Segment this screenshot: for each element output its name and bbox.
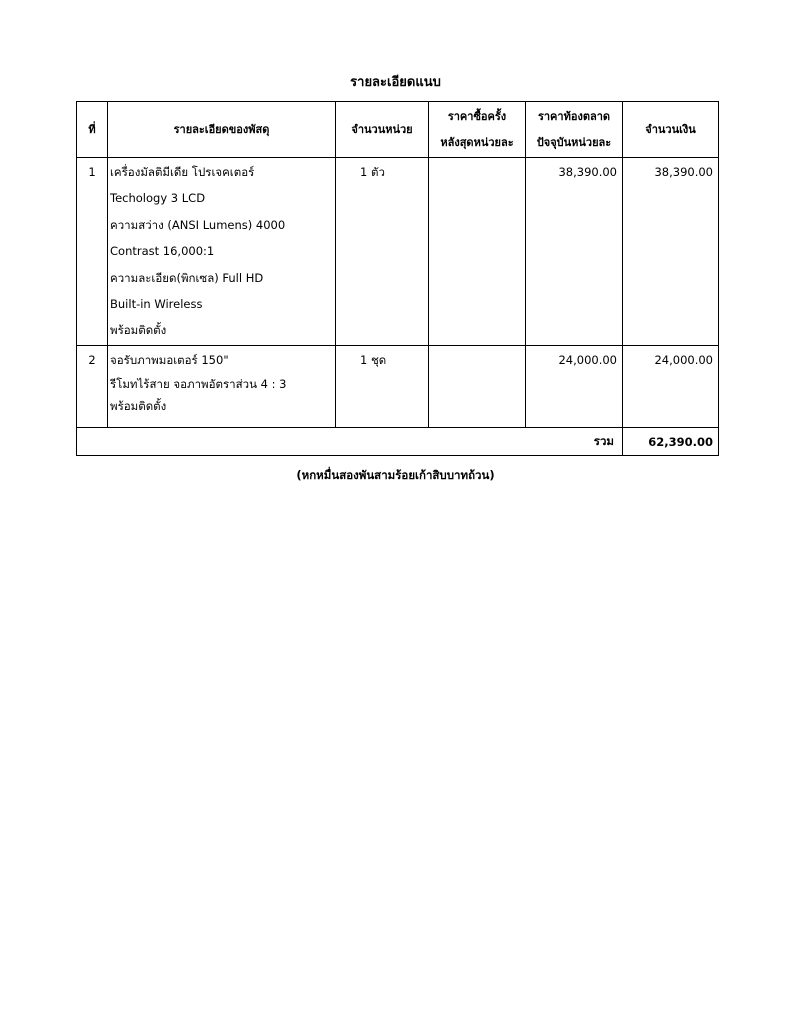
item-quantity: 1 ตัว	[360, 165, 385, 179]
item-market-price: 38,390.00	[558, 165, 617, 179]
description-line: Built-in Wireless	[110, 297, 203, 312]
description-line: รีโมทไร้สาย จอภาพอัตราส่วน 4 : 3	[110, 377, 287, 392]
header-quantity: จำนวนหน่วย	[336, 102, 429, 158]
header-last-price	[429, 102, 526, 158]
description-line: Techology 3 LCD	[110, 191, 206, 206]
item-market-price: 24,000.00	[558, 353, 617, 367]
cell-description	[108, 346, 336, 428]
description-line: เครื่องมัลติมีเดีย โปรเจคเตอร์	[110, 165, 255, 179]
header-last-price-line1: ราคาซื้อครั้ง	[447, 109, 507, 123]
description-line: ความสว่าง (ANSI Lumens) 4000	[110, 217, 286, 232]
item-no: 2	[88, 353, 96, 367]
total-value: 62,390.00	[623, 428, 719, 456]
table-row	[77, 346, 719, 428]
cell-last-price	[429, 346, 526, 428]
item-quantity: 1 ชุด	[360, 353, 387, 367]
description-line: Contrast 16,000:1	[110, 244, 215, 259]
cell-description	[108, 158, 336, 346]
header-amount: จำนวนเงิน	[623, 102, 719, 158]
cell-no	[77, 346, 108, 428]
items-table	[76, 101, 719, 456]
page-title: รายละเอียดแนบ	[350, 75, 441, 90]
description-line: ความละเอียด(พิกเซล) Full HD	[110, 270, 264, 285]
header-no: ที่	[77, 102, 108, 158]
header-last-price-line2: หลังสุดหน่วยละ	[440, 135, 514, 149]
total-row	[77, 428, 719, 456]
description-line: พร้อมติดตั้ง	[110, 399, 167, 414]
cell-no	[77, 158, 108, 346]
cell-quantity	[336, 158, 429, 346]
cell-market-price	[526, 346, 623, 428]
header-market-price	[526, 102, 623, 158]
cell-amount	[623, 346, 719, 428]
amount-in-words: (หกหมื่นสองพันสามร้อยเก้าสิบบาทถ้วน)	[296, 468, 495, 482]
header-market-price-line2: ปัจจุบันหน่วยละ	[536, 135, 612, 149]
description-line: จอรับภาพมอเตอร์ 150"	[110, 353, 229, 367]
table-header-row	[77, 102, 719, 158]
item-amount: 24,000.00	[654, 353, 713, 367]
item-amount: 38,390.00	[654, 165, 713, 179]
cell-quantity	[336, 346, 429, 428]
cell-amount	[623, 158, 719, 346]
total-label: รวม	[77, 428, 623, 456]
cell-last-price	[429, 158, 526, 346]
table-row	[77, 158, 719, 346]
item-no: 1	[88, 165, 96, 179]
description-line: พร้อมติดตั้ง	[110, 323, 167, 338]
header-description: รายละเอียดของพัสดุ	[108, 102, 336, 158]
cell-market-price	[526, 158, 623, 346]
header-market-price-line1: ราคาท้องตลาด	[537, 109, 611, 123]
